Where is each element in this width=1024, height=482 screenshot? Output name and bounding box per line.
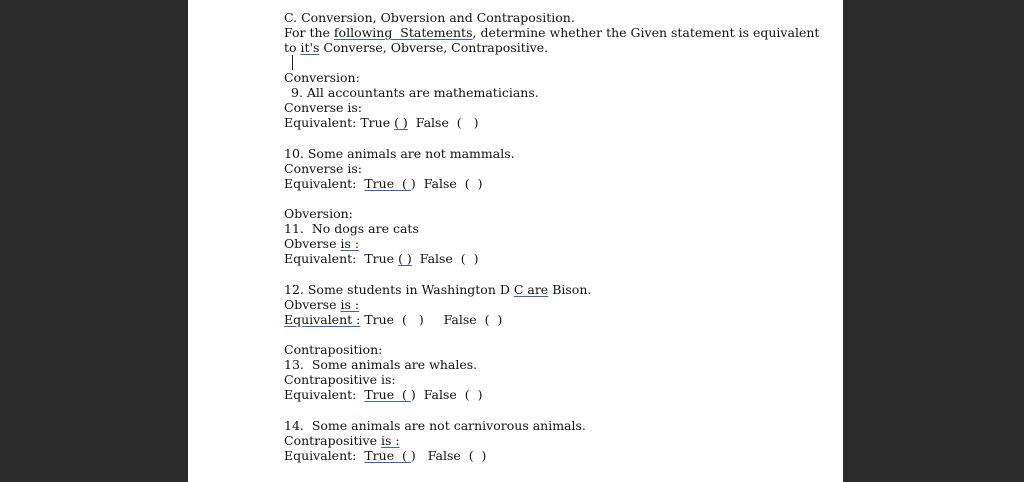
- obversion-heading: Obversion:: [284, 206, 353, 221]
- q13-answer-label: Contrapositive is:: [284, 372, 396, 387]
- q9-statement: 9. All accountants are mathematicians.: [291, 85, 539, 100]
- instructions-line-2: to it's Converse, Obverse, Contrapositive.: [284, 40, 549, 55]
- contraposition-heading: Contraposition:: [284, 342, 383, 357]
- q9-answer-label: Converse is:: [284, 100, 362, 115]
- q11-equivalent: Equivalent: True ( ) False ( ): [284, 251, 479, 266]
- q13-equivalent: Equivalent: True ( ) False ( ): [284, 387, 483, 402]
- text-cursor: [292, 55, 293, 70]
- q10-answer-label: Converse is:: [284, 161, 362, 176]
- conversion-heading: Conversion:: [284, 70, 360, 85]
- section-title: C. Conversion, Obversion and Contraposition.: [284, 10, 575, 25]
- q9-equivalent: Equivalent: True ( ) False ( ): [284, 115, 479, 130]
- q10-equivalent: Equivalent: True ( ) False ( ): [284, 176, 483, 191]
- document-page[interactable]: [188, 0, 843, 482]
- q11-answer-label: Obverse is :: [284, 236, 360, 251]
- q12-statement: 12. Some students in Washington D C are Bison.: [284, 282, 592, 297]
- q13-statement: 13. Some animals are whales.: [284, 357, 478, 372]
- q11-statement: 11. No dogs are cats: [284, 221, 419, 236]
- q12-equivalent: Equivalent : True ( ) False ( ): [284, 312, 503, 327]
- q14-answer-label: Contrapositive is :: [284, 433, 400, 448]
- q14-statement: 14. Some animals are not carnivorous animals.: [284, 418, 586, 433]
- instructions-line-1: For the following Statements, determine whether the Given statement is equivalent: [284, 25, 820, 40]
- q12-answer-label: Obverse is :: [284, 297, 360, 312]
- q14-equivalent: Equivalent: True ( ) False ( ): [284, 448, 487, 463]
- q10-statement: 10. Some animals are not mammals.: [284, 146, 515, 161]
